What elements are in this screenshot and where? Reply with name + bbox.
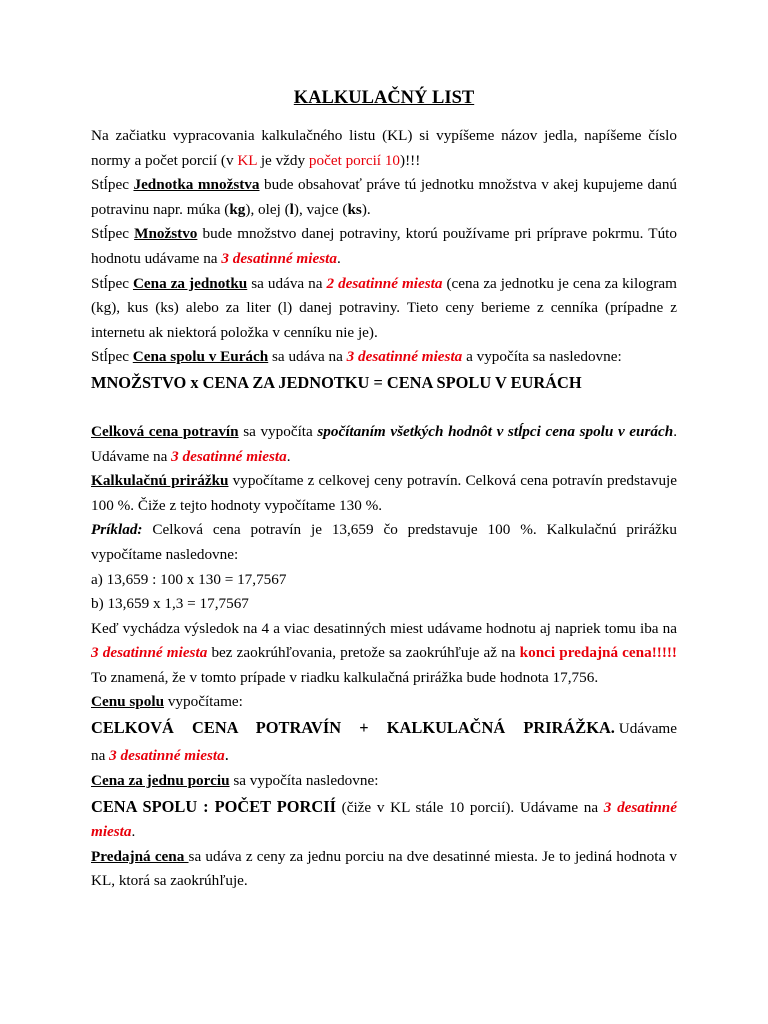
paragraph-markup: Kalkulačnú prirážku vypočítame z celkovej ceny potravín. Celková cena potravín predstavuje 100 %. Čiže z tejto hodnoty vypočítame 130 %. [91,472,677,514]
document-page [91,84,677,894]
decimal-note: 3 desatinné miesta [109,747,225,765]
paragraph-intro: Na začiatku vypracovania kalkulačného listu (KL) si vypíšeme názov jedla, napíšeme číslo normy a počet porcií (v KL je vždy počet porcií 10)!!! [91,127,677,169]
decimal-note: 3 desatinné miesta [171,447,287,465]
term-total-price: Cenu spolu [91,693,165,711]
paragraph-total-price: Cenu spolu vypočítame: [91,693,243,711]
paragraph-selling-price: Predajná cena sa udáva z ceny za jednu porciu na dve desatinné miesta. Je to jediná hodnota v KL, ktorá sa zaokrúhľuje. [91,847,677,890]
term-unit: Jednotka množstva [133,176,260,194]
paragraph-rounding: Keď vychádza výsledok na 4 a viac desatinných miest udávame hodnotu aj napriek tomu iba na 3 desatinné miesta bez zaokrúhľovania, pretože sa zaokrúhľuje až na konci predajná cena!!!!! To znamená, že v tomto prípade v riadku kalkulačná prirážka bude hodnota 17,756. [91,619,677,686]
paragraph-quantity-column: Stĺpec Množstvo bude množstvo danej potraviny, ktorú používame pri príprave pokrmu. Túto hodnotu udávame na 3 desatinné miesta. [91,225,677,267]
decimal-note: 3 desatinné miesta [91,644,208,662]
decimal-note: 3 desatinné miesta [346,348,463,366]
kl-abbrev: KL [237,151,258,169]
portion-count-note: počet porcií 10 [308,151,401,169]
term-markup: Kalkulačnú prirážku [91,472,229,490]
term-selling-price: Predajná cena [91,847,189,865]
decimal-note: 2 desatinné miesta [326,274,443,292]
paragraph-unit-column: Stĺpec Jednotka množstva bude obsahovať práve tú jednotku množstva v akej kupujeme danú potravinu napr. múka (kg), olej (l), vajce (ks). [91,176,678,218]
example-label: Príklad: [91,521,143,539]
page-title: KALKULAČNÝ LIST [293,88,475,108]
paragraph-unit-price-column: Stĺpec Cena za jednotku sa udáva na 2 desatinné miesta (cena za jednotku je cena za kilogram (kg), kus (ks) alebo za liter (l) danej potraviny. Tieto ceny berieme z cenníka (prípadne z internetu ak niektorá položka v cenníku nie je). [91,274,677,341]
calculation-a: a) 13,659 : 100 x 130 = 17,7567 [91,570,287,588]
spacer [91,396,677,420]
term-unit-price: Cena za jednotku [132,274,248,292]
term-total-euro: Cena spolu v Eurách [132,348,269,366]
paragraph-total-column: Stĺpec Cena spolu v Eurách sa udáva na 3 desatinné miesta a vypočíta sa nasledovne: [91,348,622,366]
sum-instruction: spočítaním všetkých hodnôt v stĺpci cena spolu v eurách [317,422,674,440]
term-portion-price: Cena za jednu porciu [91,772,230,790]
formula-total: MNOŽSTVO x CENA ZA JEDNOTKU = CENA SPOLU V EURÁCH [91,372,582,392]
formula-portion-price: CENA SPOLU : POČET PORCIÍ (čiže v KL stále 10 porcií). Udávame na 3 desatinné miesta. [91,796,677,841]
decimal-note: 3 desatinné miesta [91,798,677,841]
paragraph-example: Príklad: Celková cena potravín je 13,659 čo predstavuje 100 %. Kalkulačnú prirážku vypočítame nasledovne: [91,521,677,563]
calculation-b: b) 13,659 x 1,3 = 17,7567 [91,595,249,613]
paragraph-portion-price: Cena za jednu porciu sa vypočíta nasledovne: [91,772,379,790]
formula-total-price: CELKOVÁ CENA POTRAVÍN + KALKULAČNÁ PRIRÁŽKA. Udávame na 3 desatinné miesta. [91,718,677,765]
final-price-warning: konci predajná cena!!!!! [519,644,677,662]
term-quantity: Množstvo [134,225,198,243]
decimal-note: 3 desatinné miesta [221,249,337,267]
paragraph-food-total: Celková cena potravín sa vypočíta spočítaním všetkých hodnôt v stĺpci cena spolu v eurách. Udávame na 3 desatinné miesta. [91,422,677,465]
term-food-total: Celková cena potravín [91,422,239,440]
